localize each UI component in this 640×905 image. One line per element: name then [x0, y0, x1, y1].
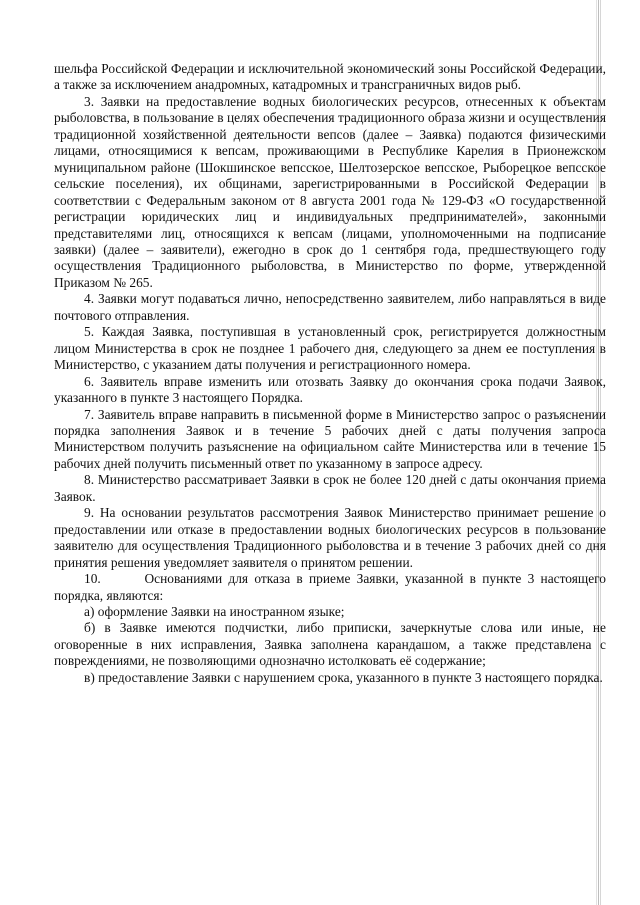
list-item-b: б) в Заявке имеются подчистки, либо приписки, зачеркнутые слова или иные, не оговоренные в них исправления, Заявка заполнена карандашом, а также представлена с повреждениями, не позволяющими однозначно истолковать её содержание; [54, 620, 606, 669]
paragraph-5-registration: 5. Каждая Заявка, поступившая в установленный срок, регистрируется должностным лицом Министерства в срок не позднее 1 рабочего дня, следующего за днем ее поступления в Министерство, с указанием даты получения и регистрационного номера. [54, 324, 606, 373]
paragraph-8-review-period: 8. Министерство рассматривает Заявки в срок не более 120 дней с даты окончания приема Заявок. [54, 472, 606, 504]
paragraph-4-submission: 4. Заявки могут подаваться лично, непосредственно заявителем, либо направляться в виде почтового отправления. [54, 291, 606, 323]
paragraph-6-withdrawal: 6. Заявитель вправе изменить или отозвать Заявку до окончания срока подачи Заявок, указанного в пункте 3 настоящего Порядка. [54, 373, 606, 406]
paragraph-10-refusal-grounds: 10. Основаниями для отказа в приеме Заявки, указанной в пункте 3 настоящего порядка, являются: [54, 571, 610, 603]
document-body [54, 61, 610, 686]
paragraph-shelf-continuation: шельфа Российской Федерации и исключительной экономический зоны Российской Федерации, а также за исключением анадромных, катадромных и трансграничных видов рыб. [54, 61, 606, 93]
list-item-c: в) предоставление Заявки с нарушением срока, указанного в пункте 3 настоящего порядка. [84, 669, 603, 685]
paragraph-7-clarification: 7. Заявитель вправе направить в письменной форме в Министерство запрос о разъяснении порядка заполнения Заявок и в течение 5 рабочих дней с даты получения запроса Министерством получить разъяснение на официальном сайте Министерства или в течение 15 рабочих дней получить письменный ответ по указанному в запросе адресу. [54, 406, 606, 471]
paragraph-9-decision: 9. На основании результатов рассмотрения Заявок Министерство принимает решение о предоставлении или отказе в предоставлении водных биологических ресурсов в пользование заявителю для осуществления Традиционного рыболовства и в течение 3 рабочих дней со дня принятия решения уведомляет заявителя о принятом решении. [54, 505, 606, 570]
list-item-a: а) оформление Заявки на иностранном языке; [84, 603, 345, 619]
paragraph-3-applications: 3. Заявки на предоставление водных биологических ресурсов, отнесенных к объектам рыболовства, в пользование в целях обеспечения традиционного образа жизни и осуществления традиционной хозяйственной деятельности вепсов (далее – Заявка) подаются физическими лицами, относящимися к вепсам, проживающими в Республике Карелия в Прионежском муниципальном районе (Шокшинское вепсское, Шелтозерское вепсское, Рыборецкое вепсское сельские поселения), их общинами, зарегистрированными в Российской Федерации в соответствии с Федеральным законом от 8 августа 2001 года № 129-ФЗ «О государственной регистрации юридических лиц и индивидуальных предпринимателей», законными представителями лиц, относящихся к вепсам (лицами, уполномоченными на подписание заявки) (далее – заявители), ежегодно в срок до 1 сентября года, предшествующего году осуществления Традиционного рыболовства, в Министерство по форме, утвержденной Приказом № 265. [54, 93, 606, 290]
